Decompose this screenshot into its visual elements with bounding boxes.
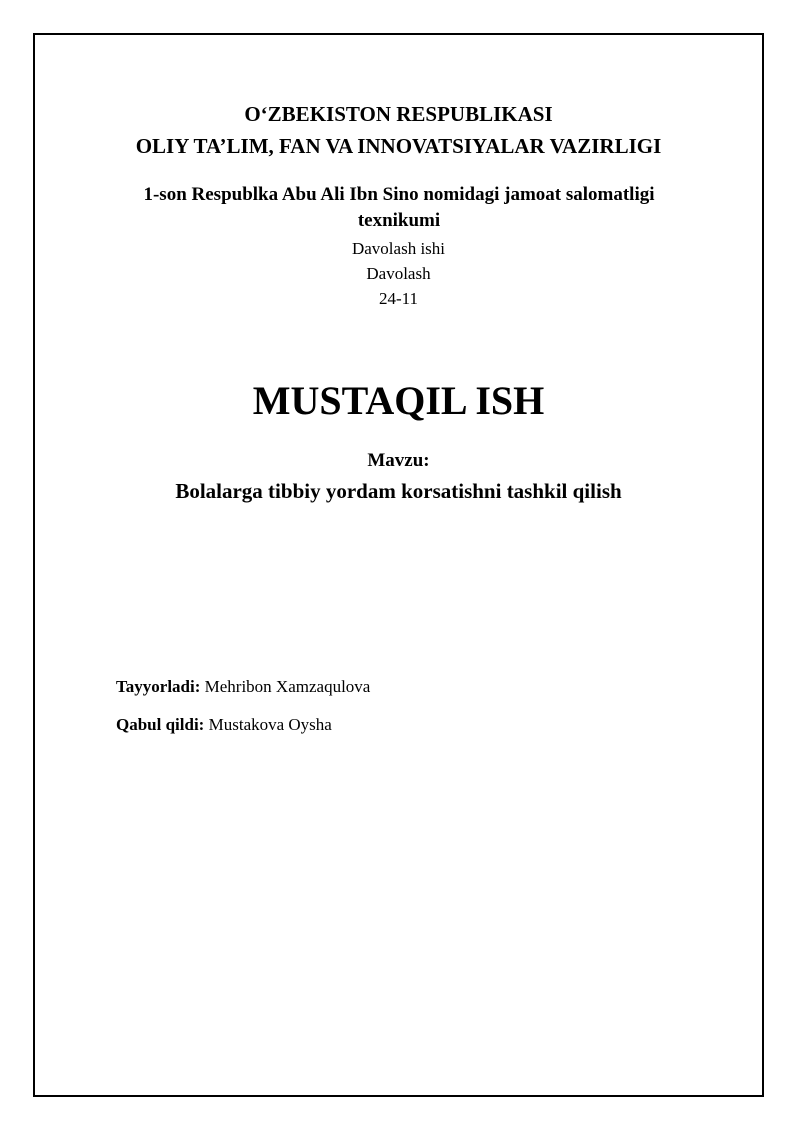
country-name: O‘ZBEKISTON RESPUBLIKASI: [244, 102, 553, 126]
prepared-by-row: [116, 676, 370, 698]
specialty: Davolash ishi: [351, 239, 446, 258]
topic-value: Bolalarga tibbiy yordam korsatishni tashkil qilish: [175, 479, 622, 503]
institution-name: 1-son Respublka Abu Ali Ibn Sino nomidagi jamoat salomatligi texnikumi: [143, 184, 655, 231]
prepared-by-label: Tayyorladi:: [116, 677, 205, 696]
document-title: MUSTAQIL ISH: [252, 378, 545, 423]
study-info: [35, 236, 762, 311]
department: Davolash: [366, 264, 431, 283]
prepared-by-name: Mehribon Xamzaqulova: [204, 677, 371, 696]
ministry-name: OLIY TA’LIM, FAN VA INNOVATSIYALAR VAZIRLIGI: [135, 134, 662, 158]
accepted-by-name: Mustakova Oysha: [208, 715, 332, 734]
accepted-by-row: [116, 714, 370, 736]
ministry-header: [35, 98, 762, 162]
accepted-by-label: Qabul qildi:: [116, 715, 209, 734]
topic-label: Mavzu:: [367, 450, 430, 471]
signature-block: [116, 676, 370, 752]
group-number: 24-11: [378, 289, 419, 308]
